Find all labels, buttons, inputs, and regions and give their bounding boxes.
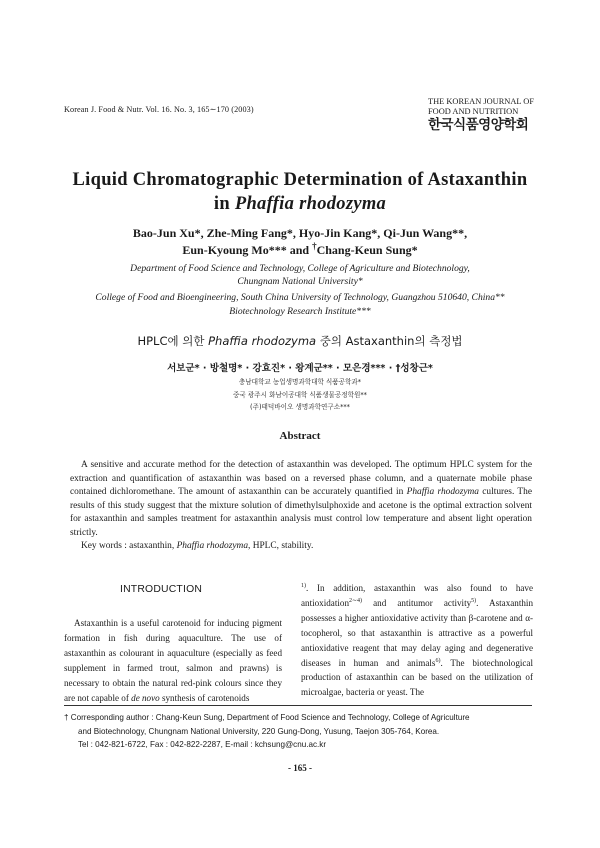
authors-line1: Bao-Jun Xu*, Zhe-Ming Fang*, Hyo-Jin Kang*, Qi-Jun Wang**, bbox=[132, 226, 468, 240]
paper-title-line2 bbox=[0, 194, 600, 215]
abstract-species: Phaffia rhodozyma bbox=[406, 487, 479, 498]
journal-name-en-line2: FOOD AND NUTRITION bbox=[428, 107, 519, 116]
korean-affiliation-2: 중국 광주시 화남이공대학 식품생물공정학원** bbox=[233, 390, 367, 399]
title-species: Phaffia rhodozyma bbox=[234, 194, 387, 214]
dagger-mark: † bbox=[312, 241, 317, 251]
intro-right-text-b: and antitumor activity bbox=[362, 597, 472, 608]
abstract-heading: Abstract bbox=[279, 430, 321, 442]
keywords-suffix: , HPLC, stability. bbox=[248, 541, 314, 551]
intro-left-italic: de novo bbox=[131, 692, 160, 703]
korean-affiliation-1: 충남대학교 농업생명과학대학 식품공학과* bbox=[238, 378, 362, 386]
journal-name-en-line1: THE KOREAN JOURNAL OF bbox=[428, 97, 535, 106]
korean-title bbox=[0, 333, 600, 349]
title-prefix: in bbox=[213, 194, 235, 214]
korean-title-prefix: HPLC에 의한 bbox=[137, 334, 209, 348]
journal-name-kr: 한국식품영양학회 bbox=[428, 117, 529, 133]
korean-authors: 서보군* · 방철명* · 강효진* · 왕계군** · 모은경*** · †성창근* bbox=[167, 363, 433, 374]
intro-right-text-d: . The biotechnological production of astaxanthin can be based on the utilization of microalgae, bacteria or yeast. The bbox=[301, 657, 533, 698]
intro-right-text-a: . In addition, astaxanthin was also found to have antioxidation bbox=[301, 583, 533, 608]
ref-6: 6) bbox=[435, 657, 441, 664]
paper-title-line1: Liquid Chromatographic Determination of Astaxanthin bbox=[72, 170, 528, 190]
abstract-body bbox=[70, 459, 532, 541]
footnote-line2: and Biotechnology, Chungnam National University, 220 Gung-Dong, Yusung, Taejon 305-764, Korea. bbox=[78, 726, 440, 736]
footnote-line1: † Corresponding author : Chang-Keun Sung, Department of Food Science and Technology, College of Agriculture bbox=[64, 713, 470, 722]
intro-right-text-c: . Astaxanthin possesses a higher antioxidative activity than β-carotene and α-tocopherol, so that astaxanthin is attractive as a powerful antioxidative reagent that may delay aging and degenerative diseases in human and animals bbox=[301, 597, 533, 668]
affiliation-4: Biotechnology Research Institute*** bbox=[229, 306, 371, 317]
korean-title-suffix: 중의 Astaxanthin의 측정법 bbox=[316, 334, 463, 348]
abstract-text-2: cultures. The results of this study suggest that the mixture solution of dimethylsulphoxide and acetone is the optimal extraction solvent for astaxanthin and samples treatment for astaxanthin analysis must control low temperature and absent light operation strictly. bbox=[70, 487, 532, 538]
intro-right-column bbox=[301, 581, 533, 700]
korean-title-species: Phaffia rhodozyma bbox=[208, 334, 317, 348]
affiliation-2: Chungnam National University* bbox=[237, 276, 363, 287]
abstract-paragraph bbox=[70, 459, 532, 541]
intro-left-text: Astaxanthin is a useful carotenoid for inducing pigment formation in fish during aquaculture. The use of astaxanthin as colourant in aquaculture (especially as feed supplement in farmed trout, salmon and prawns) is necessary to obtain the natural red-pink colours since they are not capable of bbox=[64, 618, 282, 703]
ref-1: 1) bbox=[301, 582, 306, 589]
introduction-heading: INTRODUCTION bbox=[120, 584, 203, 595]
intro-left-column bbox=[64, 616, 282, 705]
footnote-line3: Tel : 042-821-6722, Fax : 042-822-2287, E-mail : kchsung@cnu.ac.kr bbox=[78, 740, 327, 750]
affiliation-3: College of Food and Bioengineering, South China University of Technology, Guangzhou 510640, China** bbox=[95, 292, 505, 303]
abstract-text-1: A sensitive and accurate method for the detection of astaxanthin was developed. The optimum HPLC system for the extraction and quantification of astaxanthin was based on a reversed phase column, and a quaternate mobile phase contained dichloromethane. The amount of astaxanthin can be accurately quantified in bbox=[70, 460, 532, 498]
keywords bbox=[70, 541, 313, 551]
page-number: - 165 - bbox=[288, 763, 312, 773]
journal-citation: Korean J. Food & Nutr. Vol. 16. No. 3, 165∼170 (2003) bbox=[64, 105, 254, 114]
affiliation-1: Department of Food Science and Technology, College of Agriculture and Biotechnology, bbox=[130, 263, 470, 274]
ref-2-4: 2∼4) bbox=[349, 597, 363, 604]
corresponding-author: Chang-Keun Sung* bbox=[316, 243, 418, 257]
ref-5: 5) bbox=[471, 597, 477, 604]
keywords-prefix: Key words : astaxanthin, bbox=[81, 541, 177, 551]
intro-left-text-end: synthesis of carotenoids bbox=[159, 692, 250, 703]
korean-affiliations bbox=[0, 376, 600, 414]
authors-line2 bbox=[0, 243, 600, 258]
authors-line2-prefix: Eun-Kyoung Mo*** and bbox=[182, 243, 313, 257]
footnote bbox=[64, 711, 534, 752]
journal-masthead bbox=[428, 97, 558, 133]
keywords-species: Phaffia rhodozyma bbox=[176, 541, 249, 551]
footnote-divider bbox=[64, 705, 532, 706]
korean-affiliation-3: (주)태덕바이오 생명과학연구소*** bbox=[250, 403, 350, 411]
